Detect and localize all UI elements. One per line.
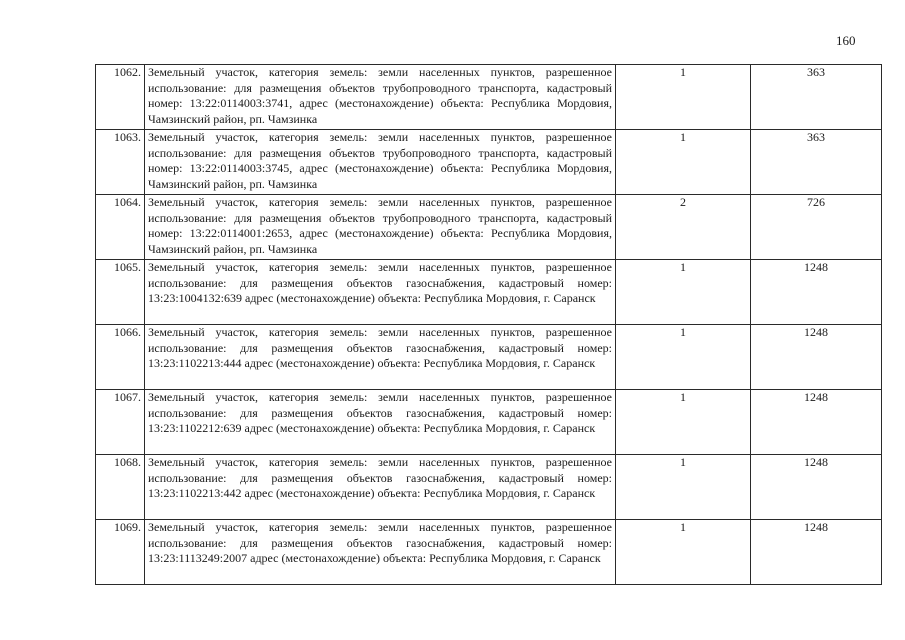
row-value: 1248	[751, 325, 882, 390]
row-value: 726	[751, 195, 882, 260]
row-value: 1248	[751, 390, 882, 455]
row-value: 1248	[751, 260, 882, 325]
row-description: Земельный участок, категория земель: земли населенных пунктов, разрешенное использование: для размещения объектов газоснабжения, кадастровый номер: 13:23:1102212:639 адрес (местонахождение) объекта: Республика Мордовия, г. Саранск	[145, 390, 616, 455]
row-quantity: 1	[616, 390, 751, 455]
row-number: 1062.	[96, 65, 145, 130]
row-description: Земельный участок, категория земель: земли населенных пунктов, разрешенное использование: для размещения объектов газоснабжения, кадастровый номер: 13:23:1102213:442 адрес (местонахождение) объекта: Республика Мордовия, г. Саранск	[145, 455, 616, 520]
row-description: Земельный участок, категория земель: земли населенных пунктов, разрешенное использование: для размещения объектов трубопроводного транспорта, кадастровый номер: 13:22:0114003:3745, адрес (местонахождение) объекта: Республика Мордовия, Чамзинский район, рп. Чамзинка	[145, 130, 616, 195]
row-number: 1064.	[96, 195, 145, 260]
row-value: 1248	[751, 520, 882, 585]
row-number: 1063.	[96, 130, 145, 195]
row-value: 363	[751, 65, 882, 130]
table-row	[96, 65, 882, 130]
table-row	[96, 390, 882, 455]
row-quantity: 2	[616, 195, 751, 260]
row-value: 363	[751, 130, 882, 195]
row-description: Земельный участок, категория земель: земли населенных пунктов, разрешенное использование: для размещения объектов газоснабжения, кадастровый номер: 13:23:1102213:444 адрес (местонахождение) объекта: Республика Мордовия, г. Саранск	[145, 325, 616, 390]
table-row	[96, 455, 882, 520]
table-row	[96, 520, 882, 585]
row-number: 1065.	[96, 260, 145, 325]
row-description: Земельный участок, категория земель: земли населенных пунктов, разрешенное использование: для размещения объектов газоснабжения, кадастровый номер: 13:23:1113249:2007 адрес (местонахождение) объекта: Республика Мордовия, г. Саранск	[145, 520, 616, 585]
row-quantity: 1	[616, 325, 751, 390]
page-number: 160	[836, 33, 856, 48]
row-description: Земельный участок, категория земель: земли населенных пунктов, разрешенное использование: для размещения объектов трубопроводного транспорта, кадастровый номер: 13:22:0114003:3741, адрес (местонахождение) объекта: Республика Мордовия, Чамзинский район, рп. Чамзинка	[145, 65, 616, 130]
row-number: 1069.	[96, 520, 145, 585]
land-registry-table	[95, 64, 882, 585]
table-row	[96, 195, 882, 260]
row-description: Земельный участок, категория земель: земли населенных пунктов, разрешенное использование: для размещения объектов трубопроводного транспорта, кадастровый номер: 13:22:0114001:2653, адрес (местонахождение) объекта: Республика Мордовия, Чамзинский район, рп. Чамзинка	[145, 195, 616, 260]
row-number: 1066.	[96, 325, 145, 390]
table-row	[96, 260, 882, 325]
row-quantity: 1	[616, 65, 751, 130]
table-row	[96, 325, 882, 390]
row-quantity: 1	[616, 260, 751, 325]
row-value: 1248	[751, 455, 882, 520]
row-number: 1068.	[96, 455, 145, 520]
row-description: Земельный участок, категория земель: земли населенных пунктов, разрешенное использование: для размещения объектов газоснабжения, кадастровый номер: 13:23:1004132:639 адрес (местонахождение) объекта: Республика Мордовия, г. Саранск	[145, 260, 616, 325]
row-quantity: 1	[616, 455, 751, 520]
row-quantity: 1	[616, 130, 751, 195]
table-row	[96, 130, 882, 195]
row-quantity: 1	[616, 520, 751, 585]
row-number: 1067.	[96, 390, 145, 455]
